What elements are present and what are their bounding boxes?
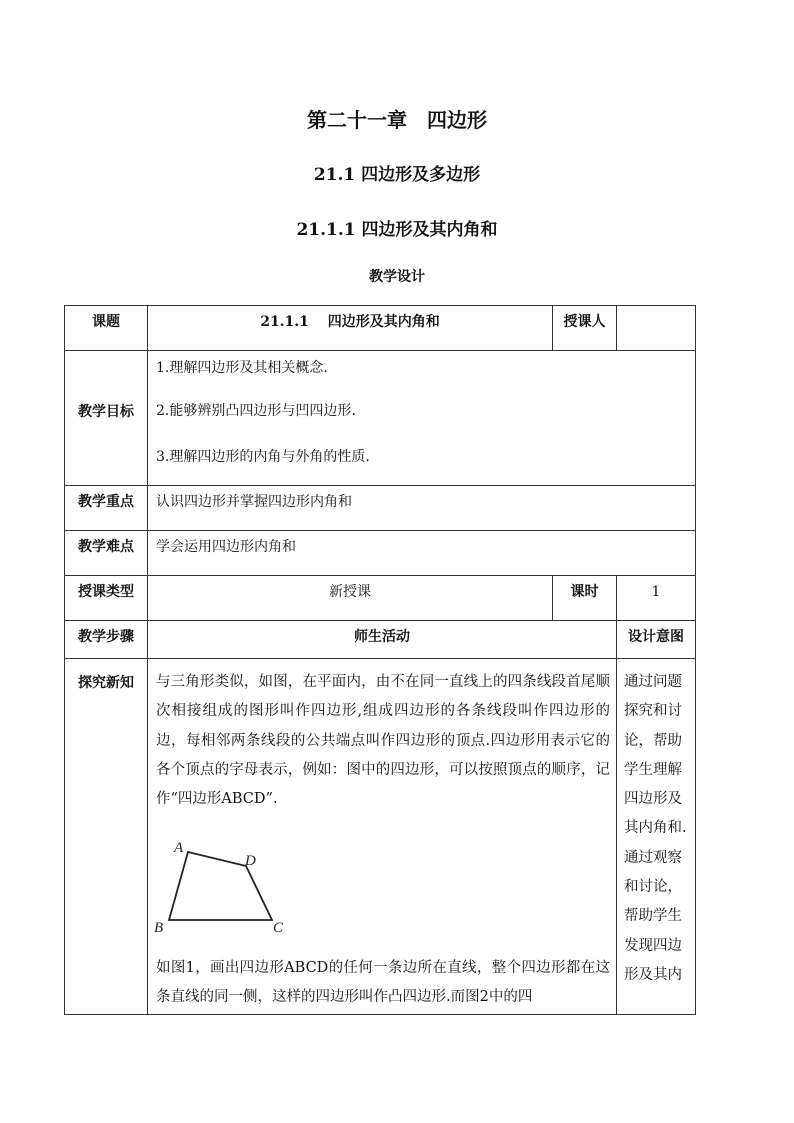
section-title: 21.1 四边形及多边形	[313, 165, 481, 185]
quadrilateral-figure	[150, 835, 300, 940]
intent-label: 设计意图	[628, 629, 684, 645]
topic-label: 课题	[92, 314, 120, 330]
topic-value: 21.1.1 四边形及其内角和	[260, 314, 440, 330]
quadrilateral-shape	[169, 852, 272, 920]
vertex-label-b: B	[154, 920, 164, 936]
vertex-label-a: A	[174, 840, 184, 856]
table-rule	[64, 350, 696, 351]
goal-item: 1.理解四边形及其相关概念.	[156, 360, 328, 376]
table-rule	[64, 305, 696, 306]
subsection-title: 21.1.1 四边形及其内角和	[296, 220, 498, 240]
explore-label: 探究新知	[78, 675, 134, 691]
table-rule	[64, 658, 696, 659]
type-value: 新授课	[329, 584, 371, 600]
goal-item: 3.理解四边形的内角与外角的性质.	[156, 449, 370, 465]
table-rule	[64, 1014, 696, 1015]
table-rule	[64, 485, 696, 486]
key-label: 教学重点	[78, 494, 134, 510]
teacher-label: 授课人	[563, 314, 606, 330]
chapter-title: 第二十一章 四边形	[307, 108, 487, 132]
table-rule	[64, 620, 696, 621]
table-rule	[695, 305, 696, 1015]
explore-paragraph: 与三角形类似，如图，在平面内，由不在同一直线上的四条线段首尾顺次相接组成的图形叫作四边形,组成四边形的各条线段叫作四边形的边，每相邻两条线段的公共端点叫作四边形的顶点.四边形用表示它的各个顶点的字母表示，例如：图中的四边形，可以按照顶点的顺序，记作“四边形ABCD”.	[156, 674, 610, 808]
steps-label: 教学步骤	[78, 629, 134, 645]
key-value: 认识四边形并掌握四边形内角和	[156, 494, 352, 510]
hours-value: 1	[651, 584, 661, 600]
table-rule	[64, 530, 696, 531]
table-rule	[64, 575, 696, 576]
difficulty-label: 教学难点	[78, 539, 134, 555]
activity-label: 师生活动	[354, 629, 410, 645]
vertex-label-c: C	[273, 920, 284, 936]
type-label: 授课类型	[78, 584, 134, 600]
explore-paragraph-2: 如图1，画出四边形ABCD的任何一条边所在直线，整个四边形都在这条直线的同一侧，这样的四边形叫作凸四边形.而图2中的四	[156, 960, 610, 1006]
goals-label: 教学目标	[78, 404, 134, 420]
hours-label: 课时	[570, 584, 599, 600]
intent-text: 通过问题探究和讨论，帮助学生理解四边形及其内角和.通过观察和讨论，帮助学生发现四边形及其内	[624, 674, 687, 983]
doc-label: 教学设计	[369, 269, 425, 285]
goal-item: 2.能够辨别凸四边形与凹四边形.	[156, 403, 356, 419]
vertex-label-d: D	[245, 853, 256, 869]
difficulty-value: 学会运用四边形内角和	[156, 539, 296, 555]
table-rule	[616, 305, 617, 351]
